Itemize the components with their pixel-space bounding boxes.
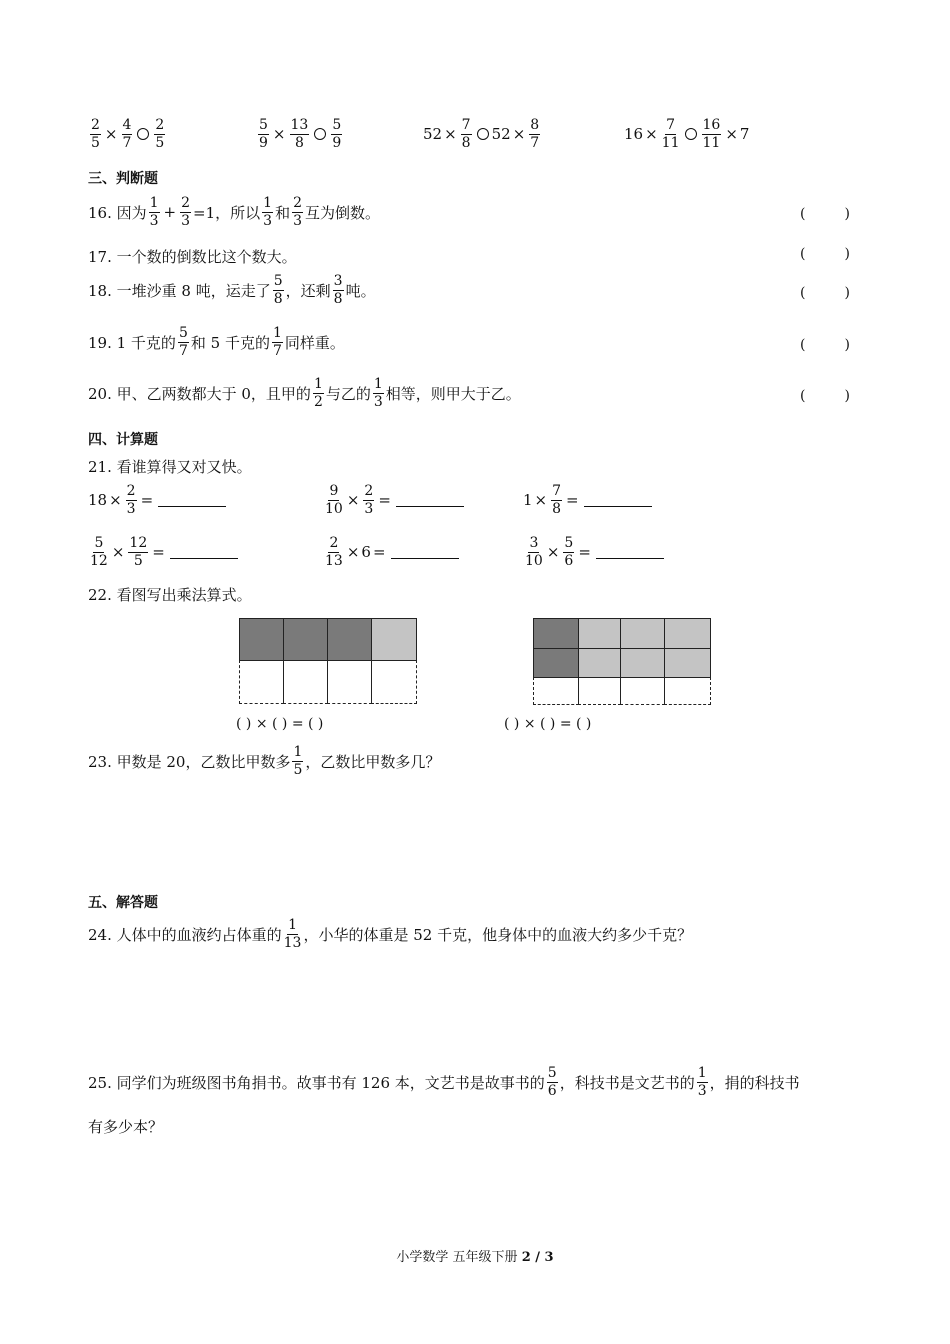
comparison-3: 52 × $\frac{7}{8}$ 52 × $\frac{8}{7}$ [423,117,540,151]
answer-blank[interactable] [170,546,238,559]
comparison-1: $\frac{2}{5}$ × $\frac{4}{7}$ $\frac{2}{5}$ [91,117,165,151]
fraction: $\frac{16}{11}$ [702,117,721,151]
answer-blank[interactable] [584,494,652,507]
fraction: $\frac{7}{8}$ [461,117,471,151]
answer-paren-20[interactable]: ( ) [800,388,850,404]
answer-blank[interactable] [158,494,226,507]
question-24: 24. 人体中的血液约占体重的 $\frac{1}{13}$ ，小华的体重是 52 千克，他身体中的血液大约多少千克？ [88,917,693,951]
calc-item-4: $\frac{5}{12}$ × $\frac{12}{5}$ = [88,536,238,568]
answer-paren-16[interactable]: ( ) [800,206,850,222]
answer-paren-17[interactable]: ( ) [800,246,850,262]
fraction: $\frac{4}{7}$ [122,117,132,151]
question-19: 19. 1 千克的 $\frac{5}{7}$ 和 5 千克的 $\frac{1}{7}$ 同样重。 [88,325,345,359]
question-21-title: 21. 看谁算得又对又快。 [88,458,252,476]
page-footer: 小学数学 五年级下册 2 / 3 [396,1250,554,1265]
answer-paren-19[interactable]: ( ) [800,337,850,353]
formula-2[interactable]: ( ) × ( ) = ( ) [504,716,592,732]
answer-blank[interactable] [596,546,664,559]
comparison-2: $\frac{5}{9}$ × $\frac{13}{8}$ $\frac{5}{9}$ [259,117,342,151]
formula-1[interactable]: ( ) × ( ) = ( ) [236,716,324,732]
answer-blank[interactable] [391,546,459,559]
question-25-line2: 有多少本？ [88,1118,164,1136]
section-heading-3: 三、判断题 [88,171,158,187]
compare-circle[interactable] [137,128,149,140]
section-heading-4: 四、计算题 [88,432,158,448]
answer-paren-18[interactable]: ( ) [800,285,850,301]
section-heading-5: 五、解答题 [88,895,158,911]
compare-circle[interactable] [477,128,489,140]
question-25: 25. 同学们为班级图书角捐书。故事书有 126 本，文艺书是故事书的 $\frac{5}{6}$ ，科技书是文艺书的 $\frac{1}{3}$ ，捐的科技书 [88,1065,800,1099]
compare-circle[interactable] [685,128,697,140]
calc-item-2: $\frac{9}{10}$ × $\frac{2}{3}$ = [323,484,464,516]
question-22-title: 22. 看图写出乘法算式。 [88,586,252,604]
question-16: 16. 因为 $\frac{1}{3}$ + $\frac{2}{3}$ =1，所以 $\frac{1}{3}$ 和 $\frac{2}{3}$ 互为倒数。 [88,195,381,229]
fraction: $\frac{7}{11}$ [661,117,680,151]
calc-item-3: 1 × $\frac{7}{8}$ = [523,484,652,516]
fraction: $\frac{13}{8}$ [290,117,309,151]
fraction: $\frac{2}{5}$ [91,117,100,151]
calc-item-5: $\frac{2}{13}$ × 6 = [323,536,459,568]
fraction: $\frac{8}{7}$ [530,117,540,151]
calc-item-6: $\frac{3}{10}$ × $\frac{5}{6}$ = [523,536,664,568]
fraction: $\frac{2}{5}$ [155,117,165,151]
question-18: 18. 一堆沙重 8 吨，运走了 $\frac{5}{8}$ ，还剩 $\frac{3}{8}$ 吨。 [88,273,376,307]
fraction: $\frac{5}{9}$ [332,117,342,151]
fraction: $\frac{5}{9}$ [259,117,268,151]
comparison-4: 16 × $\frac{7}{11}$ $\frac{16}{11}$ × 7 [624,117,750,151]
compare-circle[interactable] [314,128,326,140]
question-17: 17. 一个数的倒数比这个数大。 [88,248,297,266]
question-23: 23. 甲数是 20，乙数比甲数多 $\frac{1}{5}$ ，乙数比甲数多几？ [88,744,441,778]
page-number: 2 / 3 [521,1250,554,1265]
question-20: 20. 甲、乙两数都大于 0，且甲的 $\frac{1}{2}$ 与乙的 $\frac{1}{3}$ 相等，则甲大于乙。 [88,376,521,410]
answer-blank[interactable] [396,494,464,507]
calc-item-1: 18 × $\frac{2}{3}$ = [88,484,226,516]
